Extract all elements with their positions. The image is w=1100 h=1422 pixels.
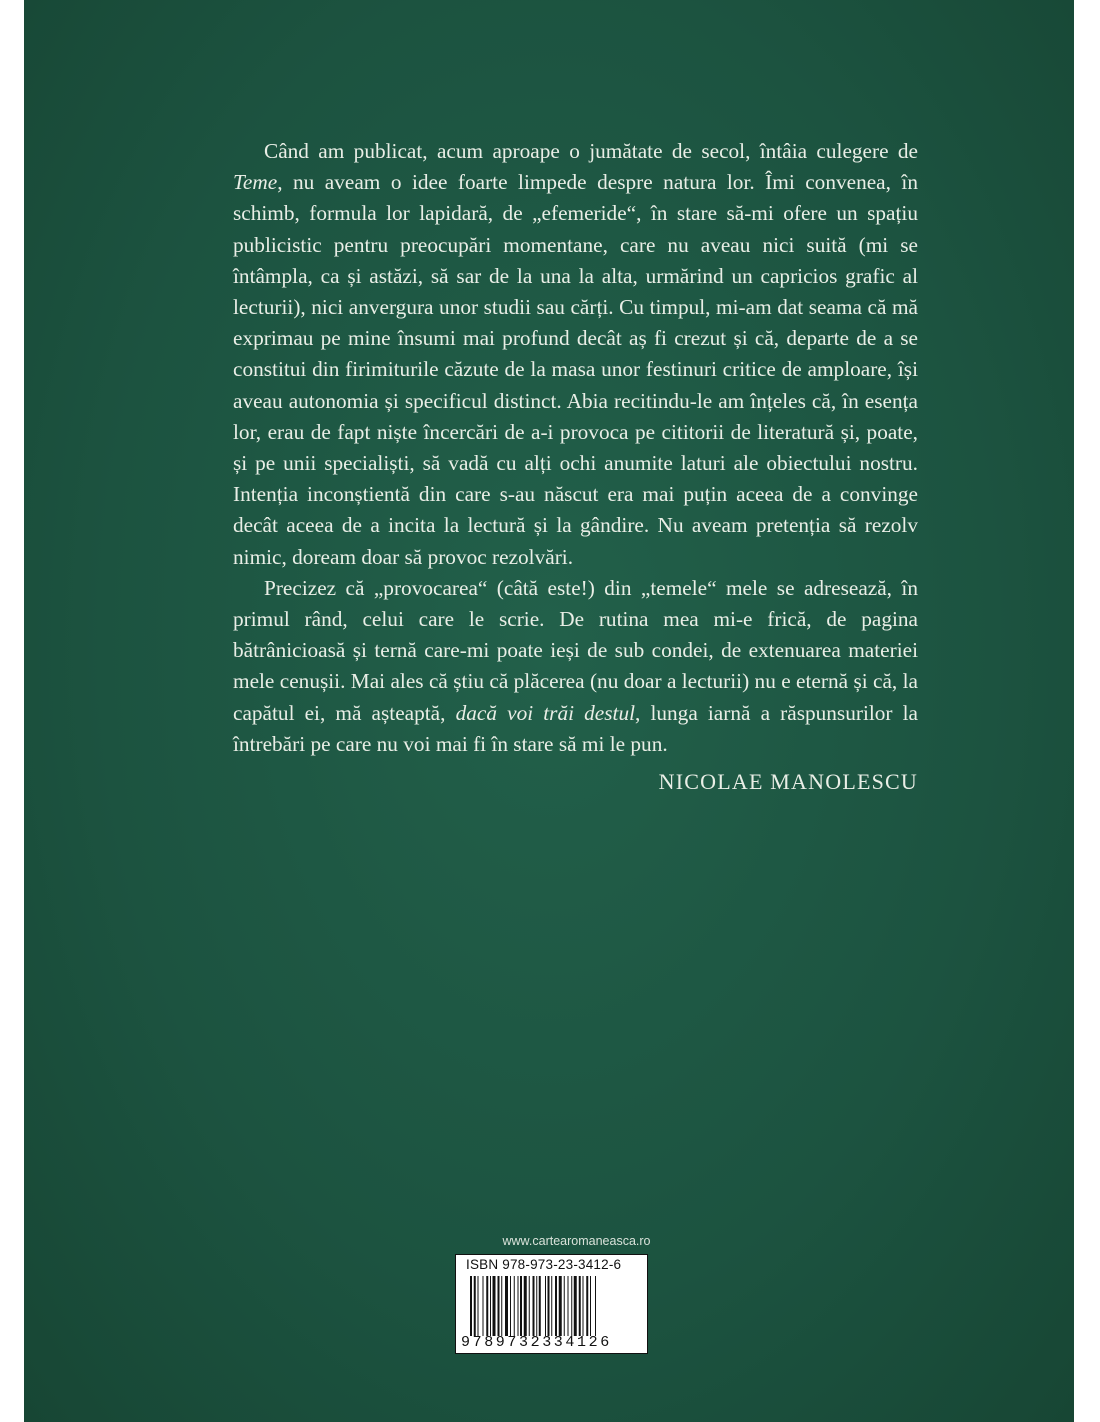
barcode-bar — [498, 1276, 500, 1336]
barcode-bar — [533, 1276, 535, 1336]
barcode-bar — [529, 1276, 530, 1336]
barcode-bar — [574, 1276, 577, 1336]
barcode-bar — [551, 1276, 552, 1336]
barcode-bar — [539, 1276, 541, 1336]
barcode-bar — [478, 1276, 479, 1336]
barcode-bar — [590, 1276, 591, 1336]
barcode-bar — [595, 1276, 596, 1336]
barcode-bar — [518, 1276, 519, 1336]
barcode-bar — [571, 1276, 572, 1336]
barcode-bar — [548, 1276, 550, 1336]
barcode-bar — [545, 1276, 546, 1336]
barcode-bar — [583, 1276, 584, 1336]
barcode-bar — [505, 1276, 508, 1336]
barcode-bar — [514, 1276, 515, 1336]
barcode-bar — [490, 1276, 491, 1336]
book-back-cover — [24, 0, 1074, 1422]
author-name: NICOLAE MANOLESCU — [658, 769, 918, 795]
blurb-paragraph-1: Când am publicat, acum aproape o jumătate de secol, întâia culegere de Teme, nu aveam o idee foarte limpede despre natura lor. Îmi convenea, în schimb, formula lor lapidară, de „efemeride“, în stare să-mi ofere un spațiu publicistic pentru preocupări momentane, care nu aveau nici suită (mi se întâmpla, ca și astăzi, să sar de la una la alta, urmărind un capricios grafic al lecturii), nici anvergura unor studii sau cărți. Cu timpul, mi-am dat seama că mă exprimau pe mine însumi mai profund decât aș fi crezut și că, departe de a se constitui din firimiturile căzute de la masa unor festinuri critice de amploare, își aveau autonomia și specificul distinct. Abia recitindu-le am înțeles că, în esența lor, erau de fapt niște încercări de a-i provoca pe cititorii de literatură și, poate, și pe unii specialiști, să vadă cu alți ochi anumite laturi ale obiectului nostru. Intenția inconștientă din care s-au născut era mai puțin aceea de a convinge decât aceea de a incita la lectură și la gândire. Nu aveam pretenția să rezolv nimic, doream doar să provoc rezolvări. — [233, 139, 918, 569]
isbn-label: ISBN 978-973-23-3412-6 — [466, 1257, 622, 1272]
barcode-bar — [586, 1276, 588, 1336]
barcode-bar — [474, 1276, 476, 1336]
barcode-bar — [579, 1276, 581, 1336]
blurb-paragraph-2: Precizez că „provocarea“ (câtă este!) din „temele“ mele se adresează, în primul rând, celui care le scrie. De rutina mea mi-e frică, de pagina bătrânicioasă și ternă care-mi poate ieși de sub condei, de extenuarea materiei mele cenușii. Mai ales că știu că plăcerea (nu doar a lecturii) nu e eternă și că, la capătul ei, mă așteaptă, dacă voi trăi destul, lunga iarnă a răspunsurilor la întrebări pe care nu voi mai fi în stare să mi le pun. — [233, 575, 919, 756]
barcode-bar — [568, 1276, 569, 1336]
barcode-bar — [483, 1276, 484, 1336]
barcode-bar — [564, 1276, 565, 1336]
barcode-digits: 9789732334126 — [461, 1334, 612, 1351]
barcode-bar — [493, 1276, 496, 1336]
barcode-bar — [501, 1276, 502, 1336]
barcode-bar — [524, 1276, 527, 1336]
barcode-bar — [559, 1276, 562, 1336]
barcode-bar — [470, 1276, 472, 1336]
blurb-text — [233, 136, 918, 797]
barcode-bar — [555, 1276, 557, 1336]
barcode-bars — [470, 1276, 636, 1336]
publisher-website: www.cartearomaneasca.ro — [502, 1234, 651, 1248]
barcode-bar — [520, 1276, 522, 1336]
barcode-bar — [536, 1276, 537, 1336]
barcode-bar — [510, 1276, 511, 1336]
barcode-bar — [486, 1276, 488, 1336]
barcode-box — [455, 1254, 648, 1354]
